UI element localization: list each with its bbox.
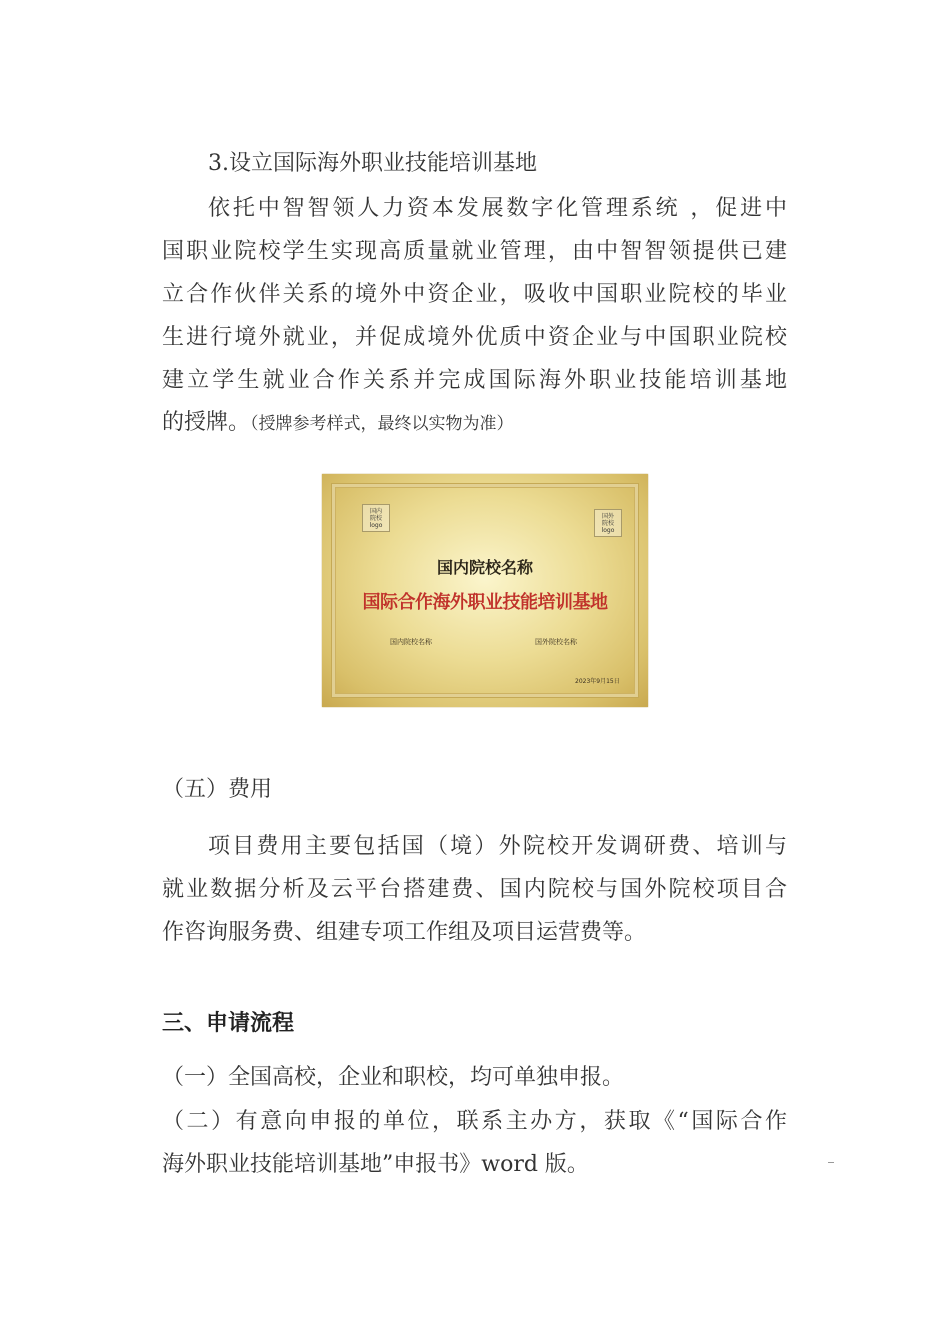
process-item-1: （一）全国高校，企业和职校，均可单独申报。 <box>162 1065 625 1090</box>
paragraph-line: 项目费用主要包括国（境）外院校开发调研费、培训与 <box>208 834 787 859</box>
plaque-date: 2023年9月15日 <box>575 678 620 685</box>
paragraph-line: 立合作伙伴关系的境外中资企业，吸收中国职业院校的毕业 <box>162 282 787 307</box>
paragraph-line: 生进行境外就业，并促成境外优质中资企业与中国职业院校 <box>162 325 787 350</box>
foreign-school-logo-placeholder: 国外 院校 logo <box>594 509 622 537</box>
plaque-foreign-school-name: 国外院校名称 <box>535 638 577 646</box>
plaque-title: 国内院校名称 <box>436 558 533 577</box>
paragraph-line: 国职业院校学生实现高质量就业管理，由中智智领提供已建 <box>162 239 787 264</box>
paragraph-line: 就业数据分析及云平台搭建费、国内院校与国外院校项目合 <box>162 877 787 902</box>
plaque-sample-image <box>322 474 648 707</box>
process-item-2-line-2: 海外职业技能培训基地”申报书》word 版。 <box>162 1152 589 1177</box>
paragraph-last-line <box>162 408 514 439</box>
fees-heading: （五）费用 <box>162 777 273 802</box>
plaque-reference-note: （授牌参考样式，最终以实物为准） <box>250 414 514 434</box>
plaque-subtitle: 国际合作海外职业技能培训基地 <box>362 592 608 613</box>
plaque-domestic-school-name: 国内院校名称 <box>390 638 432 646</box>
paragraph-last-text: 的授牌。 <box>162 410 251 435</box>
scan-mark <box>828 1162 834 1163</box>
paragraph-line: 依托中智智领人力资本发展数字化管理系统 ，促进中 <box>208 196 787 221</box>
paragraph-line: 建立学生就业合作关系并完成国际海外职业技能培训基地 <box>162 368 787 393</box>
process-item-2-line-1: （二）有意向申报的单位，联系主办方，获取《“国际合作 <box>162 1109 787 1134</box>
section-heading-training-base: 3.设立国际海外职业技能培训基地 <box>208 151 537 176</box>
domestic-school-logo-placeholder: 国内 院校 logo <box>362 504 390 532</box>
paragraph-last-line: 作咨询服务费、组建专项工作组及项目运营费等。 <box>162 920 647 945</box>
application-process-heading: 三、申请流程 <box>162 1011 295 1036</box>
